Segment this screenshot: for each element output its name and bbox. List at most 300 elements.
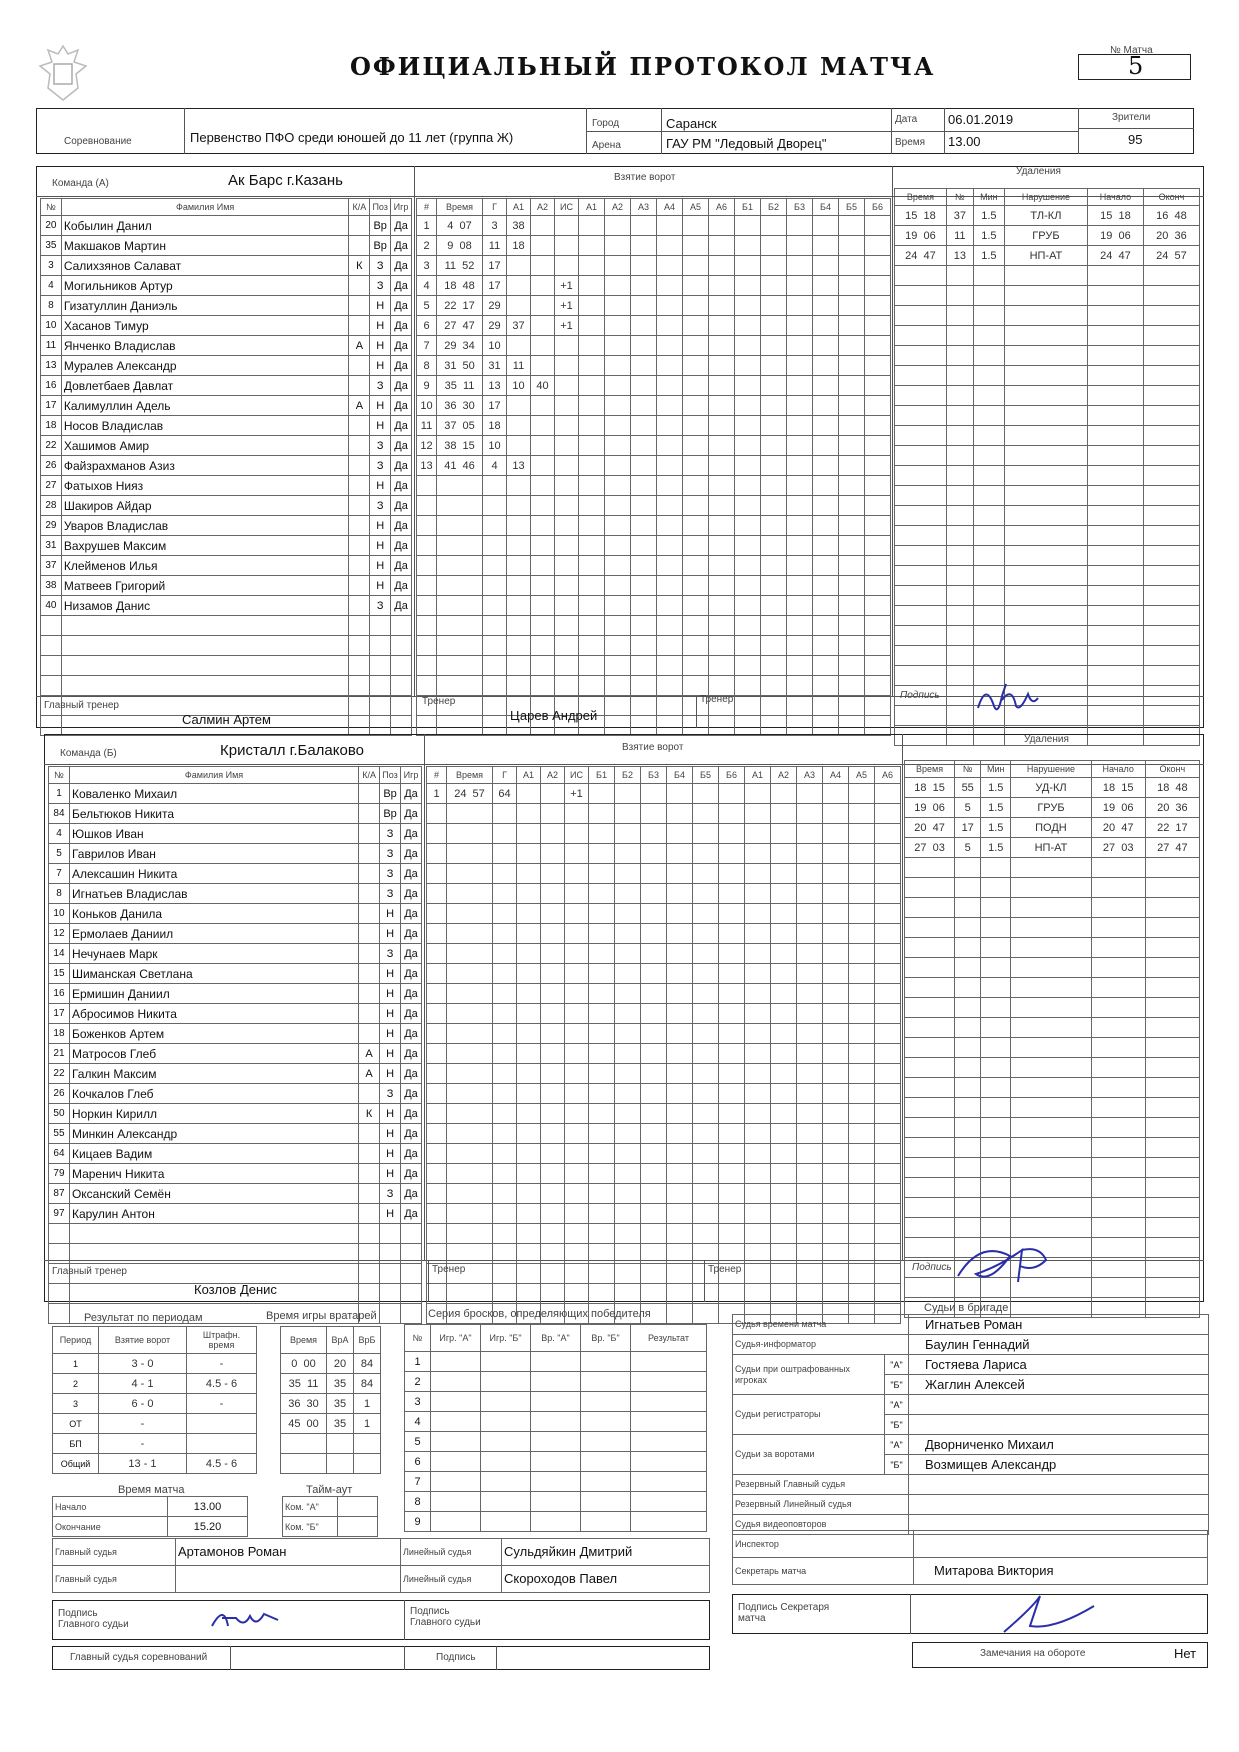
team-b-player-row [49,1124,422,1144]
goal-assist-2 [531,356,555,376]
player-name: Матвеев Григорий [61,576,349,596]
penalty-minutes: 1.5 [981,778,1011,798]
player-position: Н [370,516,391,536]
player-name: Карулин Антон [69,1204,358,1224]
team-b-player-header: Игр [401,767,422,784]
goal-assist-1 [507,296,531,316]
penalty-time: 24 47 [895,246,947,266]
goalie-a: 35 [327,1374,354,1394]
team-a-player-row [41,336,412,356]
remarks-label: Замечания на обороте [980,1648,1086,1659]
official-name [909,1475,1209,1495]
team-a-penalties-title: Удаления [1016,166,1061,177]
team-a-penalty-row [895,386,1200,406]
side-b-label: "Б" [885,1455,909,1475]
city-value: Саранск [666,116,717,131]
timeout-title: Тайм-аут [306,1484,353,1496]
team-a-player-row [41,416,412,436]
player-role: К [349,256,370,276]
player-role [349,696,370,716]
official-role: Резервный Линейный судья [733,1495,909,1515]
player-position: Н [380,904,401,924]
player-number [41,656,62,676]
team-b-player-row [49,904,422,924]
player-played: Да [391,376,412,396]
team-a-player-row [41,356,412,376]
penalty-infraction: ГРУБ [1004,226,1087,246]
player-number: 8 [41,296,62,316]
player-position: Н [380,1044,401,1064]
line-ref-label-2: Линейный судья [401,1566,502,1593]
player-role [359,784,380,804]
date-value: 06.01.2019 [948,112,1014,127]
player-played [391,636,412,656]
goal-assist-2 [531,256,555,276]
goal-number: 9 [417,376,437,396]
player-number: 16 [49,984,70,1004]
team-a-player-row [41,616,412,636]
penalty-start: 18 15 [1091,778,1145,798]
player-played: Да [401,1024,422,1044]
referees-table [52,1538,710,1593]
period-goals: 6 - 0 [99,1394,187,1414]
player-number: 10 [41,316,62,336]
player-name: Хасанов Тимур [61,316,349,336]
player-played: Да [391,496,412,516]
player-number: 8 [49,884,70,904]
goal-time: 37 05 [437,416,483,436]
player-position: Н [370,356,391,376]
team-a-player-row [41,656,412,676]
player-number: 7 [49,864,70,884]
player-role [349,416,370,436]
player-number: 4 [41,276,62,296]
team-b-goal-header: А1 [745,767,771,784]
team-b-goal-header: Б5 [693,767,719,784]
goal-time: 22 17 [437,296,483,316]
team-b-player-row [49,964,422,984]
player-name: Янченко Владислав [61,336,349,356]
penalty-infraction: ПОДН [1011,818,1091,838]
team-b-player-row [49,1104,422,1124]
main-ref-2 [176,1566,401,1593]
ref-sign-box [52,1600,710,1640]
period-goals: 4 - 1 [99,1374,187,1394]
shootout-number: 2 [405,1372,431,1392]
team-b-goal-header: А6 [875,767,901,784]
team-a-goals-title: Взятие ворот [614,172,676,183]
goal-time: 27 47 [437,316,483,336]
player-position: Н [370,336,391,356]
goalie-row [281,1394,381,1414]
team-b-penalty-row [905,1078,1200,1098]
goal-assist-2 [531,436,555,456]
goal-assist-1: 13 [507,456,531,476]
goal-scorer: 17 [483,396,507,416]
player-number: 35 [41,236,62,256]
official-name: Баулин Геннадий [909,1335,1209,1355]
penalty-infraction: НП-АТ [1004,246,1087,266]
team-b-player-row [49,1224,422,1244]
competition-ref-label: Главный судья соревнований [70,1652,208,1663]
shootout-header: № [405,1325,431,1352]
team-a-player-row [41,476,412,496]
team-a-penalty-row [895,406,1200,426]
goal-scorer: 17 [483,276,507,296]
official-name [909,1415,1209,1435]
player-played: Да [391,296,412,316]
main-ref-1: Артамонов Роман [176,1539,401,1566]
team-a-penalty-row [895,466,1200,486]
penalty-time: 18 15 [905,778,955,798]
player-name: Шакиров Айдар [61,496,349,516]
player-name: Алексашин Никита [69,864,358,884]
player-role [349,616,370,636]
player-name: Игнатьев Владислав [69,884,358,904]
period-pim: 4.5 - 6 [187,1454,257,1474]
player-name: Матросов Глеб [69,1044,358,1064]
goal-number: 13 [417,456,437,476]
player-position: З [380,864,401,884]
player-role [349,436,370,456]
player-name: Кобылин Данил [61,216,349,236]
player-role [359,1004,380,1024]
goal-time: 36 30 [437,396,483,416]
team-a-goal-header: Б1 [735,199,761,216]
penalty-start: 20 47 [1091,818,1145,838]
team-b-penalty-header: Мин [981,761,1011,778]
officials-table [732,1314,1209,1535]
player-name: Фатыхов Нияз [61,476,349,496]
team-b-player-row [49,984,422,1004]
player-number: 79 [49,1164,70,1184]
line-ref-2: Скороходов Павел [502,1566,710,1593]
player-name: Калимуллин Адель [61,396,349,416]
team-a-goal-header: Б3 [787,199,813,216]
player-role [359,1124,380,1144]
goal-situation [555,216,579,236]
penalty-start: 19 06 [1087,226,1143,246]
player-role [349,216,370,236]
match-end: 15.20 [168,1517,248,1537]
official-row [733,1435,1209,1455]
team-a-goal-row [417,696,891,716]
goal-assist-1 [517,784,541,804]
player-name [69,1224,358,1244]
period-goals: 13 - 1 [99,1454,187,1474]
team-b-trainer-label: Тренер [432,1264,466,1275]
player-played: Да [391,456,412,476]
player-played [391,696,412,716]
player-position: З [370,456,391,476]
player-played: Да [401,784,422,804]
team-a-goal-header: Б6 [865,199,891,216]
player-position: Н [380,984,401,1004]
team-a-penalty-row [895,506,1200,526]
player-role [349,276,370,296]
shootout-header: Вр. "Б" [581,1325,631,1352]
team-b-penalty-header: Время [905,761,955,778]
period-name: 3 [53,1394,99,1414]
goal-scorer: 3 [483,216,507,236]
player-role [359,964,380,984]
team-a-goal-row [417,516,891,536]
player-role [359,1284,380,1304]
player-name: Бельтюков Никита [69,804,358,824]
player-role [349,296,370,316]
shootout-row [405,1392,707,1412]
team-a-goal-header: А5 [683,199,709,216]
team-a-player-row [41,516,412,536]
goal-situation [555,356,579,376]
player-played: Да [401,804,422,824]
team-a-player-row [41,216,412,236]
team-b-goal-row [427,944,901,964]
player-role [349,356,370,376]
arena-value: ГАУ РМ "Ледовый Дворец" [666,136,827,151]
team-b-goal-row [427,1204,901,1224]
team-b-penalty-header: Начало [1091,761,1145,778]
player-name: Хашимов Амир [61,436,349,456]
team-b-goal-header: Б2 [615,767,641,784]
player-played: Да [401,884,422,904]
goal-time: 24 57 [447,784,493,804]
player-played [401,1284,422,1304]
player-position: З [370,256,391,276]
player-played: Да [391,336,412,356]
goal-assist-2 [531,416,555,436]
player-number [49,1224,70,1244]
shootout-row [405,1352,707,1372]
player-played [401,1304,422,1324]
player-role [359,884,380,904]
shootout-number: 1 [405,1352,431,1372]
player-number: 12 [49,924,70,944]
player-role: А [349,336,370,356]
period-goals: - [99,1434,187,1454]
team-b-goal-header: Г [493,767,517,784]
team-a-player-row [41,396,412,416]
goal-assist-1: 11 [507,356,531,376]
team-a-label: Команда (А) [52,178,109,189]
goal-assist-2 [541,784,565,804]
team-b-goal-row [427,1004,901,1024]
goalie-change-time: 36 30 [281,1394,327,1414]
team-a-goal-header: Б2 [761,199,787,216]
player-number: 26 [41,456,62,476]
team-a-goal-header: А4 [657,199,683,216]
team-a-goal-header: # [417,199,437,216]
goal-assist-1 [507,336,531,356]
team-b-player-header: Фамилия Имя [69,767,358,784]
team-a-players-table [40,198,412,736]
team-b-penalty-row [905,778,1200,798]
player-position: Н [370,416,391,436]
player-position: Вр [380,804,401,824]
team-a-player-row [41,236,412,256]
goal-assist-1 [507,416,531,436]
side-a-label: "А" [885,1355,909,1375]
team-b-goal-row [427,1124,901,1144]
team-a-player-row [41,496,412,516]
player-name: Маренич Никита [69,1164,358,1184]
player-name: Носов Владислав [61,416,349,436]
player-position: Н [380,1164,401,1184]
player-played: Да [401,964,422,984]
line-ref-1: Сульдяйкин Дмитрий [502,1539,710,1566]
player-played [401,1264,422,1284]
team-b-player-row [49,924,422,944]
team-b-goal-row [427,1104,901,1124]
player-position [370,616,391,636]
team-a-goal-header: А1 [507,199,531,216]
period-pim: 4.5 - 6 [187,1374,257,1394]
arena-label: Арена [592,140,621,151]
player-role [349,496,370,516]
player-role [349,716,370,736]
player-played: Да [391,356,412,376]
player-role [359,844,380,864]
team-a-penalty-row [895,706,1200,726]
player-number: 16 [41,376,62,396]
player-played: Да [391,236,412,256]
goal-situation [555,256,579,276]
goal-situation: +1 [555,316,579,336]
player-name: Ермолаев Даниил [69,924,358,944]
shootout-number: 7 [405,1472,431,1492]
team-b-coach-label: Главный тренер [52,1266,127,1277]
player-played: Да [401,844,422,864]
match-start: 13.00 [168,1497,248,1517]
period-row [53,1454,257,1474]
team-b-goal-row [427,1224,901,1244]
goal-assist-1 [507,396,531,416]
team-b-label: Команда (Б) [60,748,117,759]
player-number [49,1244,70,1264]
player-name: Уваров Владислав [61,516,349,536]
player-number: 18 [41,416,62,436]
team-a-penalty-row [895,366,1200,386]
team-a-trainer2-label: Тренер [700,694,734,705]
team-b-sign-label: Подпись [912,1262,952,1273]
periods-title: Результат по периодам [84,1312,203,1324]
team-b-penalty-row [905,858,1200,878]
goalie-header: ВрБ [354,1327,381,1354]
goal-time: 18 48 [437,276,483,296]
player-name: Оксанский Семён [69,1184,358,1204]
team-b-penalty-row [905,958,1200,978]
goalie-row [281,1354,381,1374]
player-role [359,904,380,924]
team-b-penalty-row [905,1158,1200,1178]
player-played: Да [401,1204,422,1224]
penalty-player: 55 [955,778,981,798]
goal-time: 11 52 [437,256,483,276]
goalie-b: 84 [354,1354,381,1374]
team-b-penalty-row [905,1038,1200,1058]
time-value: 13.00 [948,134,981,149]
goal-assist-2 [531,296,555,316]
goalie-row [281,1414,381,1434]
team-a-goal-row [417,496,891,516]
player-name: Минкин Александр [69,1124,358,1144]
team-a-penalty-row [895,326,1200,346]
goal-assist-2 [531,396,555,416]
side-b-label: "Б" [885,1375,909,1395]
penalty-minutes: 1.5 [973,226,1004,246]
goal-time: 35 11 [437,376,483,396]
team-a-penalty-row [895,546,1200,566]
goal-assist-1 [507,256,531,276]
official-name: Дворниченко Михаил [909,1435,1209,1455]
penalty-time: 19 06 [895,226,947,246]
player-number: 31 [41,536,62,556]
team-b-penalty-row [905,818,1200,838]
team-b-player-row [49,944,422,964]
goal-situation: +1 [555,276,579,296]
player-name: Шиманская Светлана [69,964,358,984]
goal-number: 11 [417,416,437,436]
shootout-number: 4 [405,1412,431,1432]
player-number: 18 [49,1024,70,1044]
team-a-goal-row [417,636,891,656]
team-a-goal-row [417,376,891,396]
official-role: Судья видеоповторов [733,1515,909,1535]
team-b-goal-header: Б6 [719,767,745,784]
penalty-player: 11 [946,226,973,246]
goal-situation [555,396,579,416]
player-number: 10 [49,904,70,924]
player-name: Муралев Александр [61,356,349,376]
player-position: Н [380,1144,401,1164]
team-a-penalty-row [895,566,1200,586]
team-b-player-row [49,1044,422,1064]
spectators-value: 95 [1128,132,1143,147]
main-ref-label-2: Главный судья [53,1566,176,1593]
team-a-goal-row [417,676,891,696]
goal-time: 41 46 [437,456,483,476]
player-name [61,676,349,696]
player-name: Коньков Данила [69,904,358,924]
team-a-goal-header: А3 [631,199,657,216]
team-a-player-row [41,376,412,396]
player-position: Н [380,1204,401,1224]
team-b-player-row [49,1164,422,1184]
goal-time: 4 07 [437,216,483,236]
player-position [380,1304,401,1324]
goal-number: 12 [417,436,437,456]
player-position: Н [380,1124,401,1144]
side-a-label: "А" [885,1395,909,1415]
team-a-goal-header: Б4 [813,199,839,216]
team-a-player-header: № [41,199,62,216]
team-a-penalty-header: № [946,189,973,206]
team-a-penalty-header: Мин [973,189,1004,206]
goalie-b: 1 [354,1394,381,1414]
goal-time: 31 50 [437,356,483,376]
penalty-infraction: ТЛ-КЛ [1004,206,1087,226]
player-played [391,656,412,676]
team-a-player-row [41,276,412,296]
player-role [359,984,380,1004]
team-a-goal-header: Время [437,199,483,216]
player-played: Да [401,1144,422,1164]
player-number [49,1304,70,1324]
player-played [391,616,412,636]
team-a-goal-row [417,536,891,556]
player-name: Юшков Иван [69,824,358,844]
official-role: Резервный Главный судья [733,1475,909,1495]
